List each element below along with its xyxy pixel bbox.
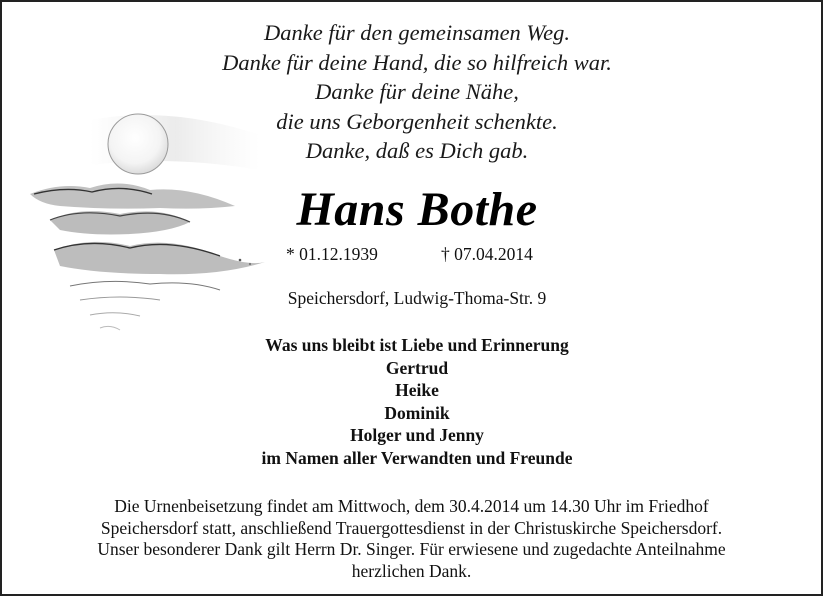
notice-line-1: Die Urnenbeisetzung findet am Mittwoch, dem 30.4.2014 um 14.30 Uhr im Friedhof [114, 496, 709, 516]
poem-line-5: Danke, daß es Dich gab. [305, 138, 529, 163]
mourners-block [152, 334, 682, 470]
mourners-closing: im Namen aller Verwandten und Freunde [261, 447, 573, 468]
mourners-motto: Was uns bleibt ist Liebe und Erinnerung [265, 335, 569, 355]
notice-line-3: Unser besonderer Dank gilt Herrn Dr. Singer. Für erwiesene und zugedachte Anteilnahme [97, 539, 726, 559]
notice-line-2: Speichersdorf statt, anschließend Trauergottesdienst in der Christuskirche Speichersdorf. [100, 517, 723, 538]
mourner-name: Dominik [384, 402, 450, 423]
death-date: † 07.04.2014 [441, 244, 533, 264]
poem-line-3: Danke für deine Nähe, [315, 79, 519, 104]
address: Speichersdorf, Ludwig-Thoma-Str. 9 [287, 288, 547, 308]
poem-line-1: Danke für den gemeinsamen Weg. [264, 20, 570, 45]
poem-line-2: Danke für deine Hand, die so hilfreich war. [222, 49, 612, 75]
poem-line-4: die uns Geborgenheit schenkte. [276, 108, 558, 134]
birth-date: * 01.12.1939 [286, 244, 378, 264]
mourner-name: Heike [395, 380, 439, 401]
funeral-notice [10, 496, 813, 582]
deceased-name: Hans Bothe [296, 183, 538, 236]
moon-shape [108, 114, 168, 174]
mourner-name: Holger und Jenny [350, 425, 484, 446]
mourner-name: Gertrud [385, 357, 449, 378]
notice-line-4: herzlichen Dank. [351, 560, 472, 581]
